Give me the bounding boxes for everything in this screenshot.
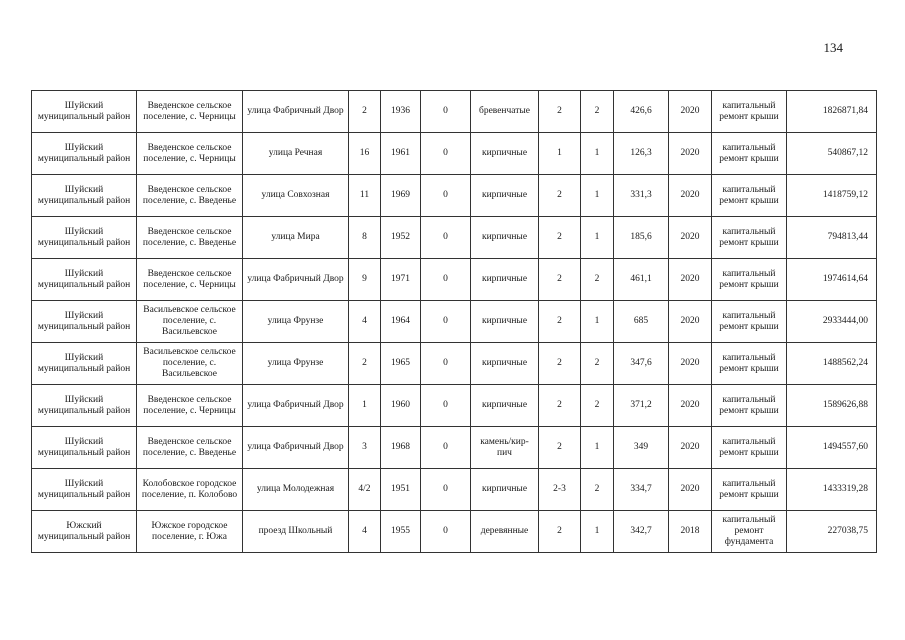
street-cell: улица Фабричный Двор [243,91,349,133]
house-number-cell: 1 [349,385,381,427]
cost-cell: 1418759,12 [787,175,877,217]
build-year-cell: 1951 [381,469,421,511]
table-body [32,91,877,553]
entrances-cell: 2 [581,91,614,133]
cost-cell: 1488562,24 [787,343,877,385]
street-cell: улица Фабричный Двор [243,259,349,301]
area-cell: 126,3 [614,133,669,175]
build-year-cell: 1936 [381,91,421,133]
entrances-cell: 2 [581,343,614,385]
entrances-cell: 1 [581,217,614,259]
entrances-cell: 2 [581,385,614,427]
settlement-cell: Васильевское сельское поселение, с. Васильевское [137,343,243,385]
zero-value-cell: 0 [421,133,471,175]
plan-year-cell: 2020 [669,427,712,469]
district-cell: Шуйский муниципальный район [32,469,137,511]
plan-year-cell: 2020 [669,343,712,385]
entrances-cell: 1 [581,301,614,343]
plan-year-cell: 2020 [669,133,712,175]
zero-value-cell: 0 [421,217,471,259]
table-row [32,175,877,217]
plan-year-cell: 2018 [669,511,712,553]
table-row [32,469,877,511]
table-row [32,133,877,175]
entrances-cell: 1 [581,427,614,469]
settlement-cell: Введенское сельское поселение, с. Черницы [137,133,243,175]
work-type-cell: капитальный ремонт крыши [712,385,787,427]
work-type-cell: капитальный ремонт крыши [712,259,787,301]
settlement-cell: Введенское сельское поселение, с. Введенье [137,427,243,469]
build-year-cell: 1971 [381,259,421,301]
wall-material-cell: бревенчатые [471,91,539,133]
settlement-cell: Введенское сельское поселение, с. Черницы [137,91,243,133]
floors-cell: 2 [539,511,581,553]
zero-value-cell: 0 [421,91,471,133]
area-cell: 334,7 [614,469,669,511]
wall-material-cell: кирпичные [471,217,539,259]
build-year-cell: 1952 [381,217,421,259]
entrances-cell: 1 [581,511,614,553]
table-row [32,343,877,385]
entrances-cell: 2 [581,469,614,511]
cost-cell: 540867,12 [787,133,877,175]
area-cell: 342,7 [614,511,669,553]
entrances-cell: 1 [581,133,614,175]
wall-material-cell: кирпичные [471,175,539,217]
area-cell: 685 [614,301,669,343]
cost-cell: 1589626,88 [787,385,877,427]
zero-value-cell: 0 [421,511,471,553]
plan-year-cell: 2020 [669,301,712,343]
street-cell: улица Фрунзе [243,301,349,343]
settlement-cell: Введенское сельское поселение, с. Черницы [137,259,243,301]
floors-cell: 2 [539,385,581,427]
table-row [32,217,877,259]
district-cell: Шуйский муниципальный район [32,217,137,259]
housing-repair-table [31,90,877,553]
floors-cell: 2 [539,175,581,217]
cost-cell: 1494557,60 [787,427,877,469]
settlement-cell: Васильевское сельское поселение, с. Васильевское [137,301,243,343]
zero-value-cell: 0 [421,427,471,469]
wall-material-cell: кирпичные [471,343,539,385]
plan-year-cell: 2020 [669,469,712,511]
zero-value-cell: 0 [421,385,471,427]
area-cell: 371,2 [614,385,669,427]
district-cell: Шуйский муниципальный район [32,175,137,217]
street-cell: проезд Школьный [243,511,349,553]
house-number-cell: 2 [349,343,381,385]
area-cell: 185,6 [614,217,669,259]
zero-value-cell: 0 [421,175,471,217]
settlement-cell: Введенское сельское поселение, с. Черницы [137,385,243,427]
cost-cell: 2933444,00 [787,301,877,343]
wall-material-cell: кирпичные [471,301,539,343]
house-number-cell: 4/2 [349,469,381,511]
district-cell: Шуйский муниципальный район [32,427,137,469]
build-year-cell: 1965 [381,343,421,385]
settlement-cell: Колобовское городское поселение, п. Колобово [137,469,243,511]
plan-year-cell: 2020 [669,259,712,301]
work-type-cell: капитальный ремонт крыши [712,91,787,133]
floors-cell: 2 [539,301,581,343]
cost-cell: 1826871,84 [787,91,877,133]
zero-value-cell: 0 [421,343,471,385]
area-cell: 331,3 [614,175,669,217]
house-number-cell: 16 [349,133,381,175]
settlement-cell: Южское городское поселение, г. Южа [137,511,243,553]
cost-cell: 794813,44 [787,217,877,259]
house-number-cell: 9 [349,259,381,301]
district-cell: Шуйский муниципальный район [32,259,137,301]
house-number-cell: 2 [349,91,381,133]
table-row [32,511,877,553]
house-number-cell: 8 [349,217,381,259]
zero-value-cell: 0 [421,469,471,511]
work-type-cell: капитальный ремонт крыши [712,133,787,175]
floors-cell: 1 [539,133,581,175]
work-type-cell: капитальный ремонт фундамента [712,511,787,553]
street-cell: улица Фрунзе [243,343,349,385]
street-cell: улица Мира [243,217,349,259]
wall-material-cell: кирпичные [471,133,539,175]
cost-cell: 227038,75 [787,511,877,553]
settlement-cell: Введенское сельское поселение, с. Введенье [137,217,243,259]
house-number-cell: 11 [349,175,381,217]
area-cell: 349 [614,427,669,469]
cost-cell: 1974614,64 [787,259,877,301]
floors-cell: 2 [539,427,581,469]
entrances-cell: 2 [581,259,614,301]
district-cell: Шуйский муниципальный район [32,343,137,385]
floors-cell: 2 [539,91,581,133]
table-row [32,259,877,301]
zero-value-cell: 0 [421,301,471,343]
street-cell: улица Фабричный Двор [243,427,349,469]
page-number: 134 [823,40,843,55]
plan-year-cell: 2020 [669,385,712,427]
build-year-cell: 1964 [381,301,421,343]
floors-cell: 2 [539,343,581,385]
work-type-cell: капитальный ремонт крыши [712,217,787,259]
plan-year-cell: 2020 [669,175,712,217]
wall-material-cell: кирпичные [471,385,539,427]
street-cell: улица Совхозная [243,175,349,217]
settlement-cell: Введенское сельское поселение, с. Введенье [137,175,243,217]
district-cell: Южский муниципальный район [32,511,137,553]
floors-cell: 2-3 [539,469,581,511]
cost-cell: 1433319,28 [787,469,877,511]
area-cell: 461,1 [614,259,669,301]
table-row [32,91,877,133]
wall-material-cell: кирпичные [471,259,539,301]
floors-cell: 2 [539,217,581,259]
plan-year-cell: 2020 [669,217,712,259]
build-year-cell: 1969 [381,175,421,217]
district-cell: Шуйский муниципальный район [32,91,137,133]
district-cell: Шуйский муниципальный район [32,385,137,427]
table-row [32,385,877,427]
area-cell: 426,6 [614,91,669,133]
work-type-cell: капитальный ремонт крыши [712,427,787,469]
wall-material-cell: камень/кир-пич [471,427,539,469]
house-number-cell: 3 [349,427,381,469]
build-year-cell: 1960 [381,385,421,427]
street-cell: улица Молодежная [243,469,349,511]
house-number-cell: 4 [349,511,381,553]
street-cell: улица Речная [243,133,349,175]
floors-cell: 2 [539,259,581,301]
build-year-cell: 1968 [381,427,421,469]
table-row [32,301,877,343]
work-type-cell: капитальный ремонт крыши [712,469,787,511]
zero-value-cell: 0 [421,259,471,301]
wall-material-cell: кирпичные [471,469,539,511]
build-year-cell: 1955 [381,511,421,553]
area-cell: 347,6 [614,343,669,385]
work-type-cell: капитальный ремонт крыши [712,301,787,343]
build-year-cell: 1961 [381,133,421,175]
table-row [32,427,877,469]
work-type-cell: капитальный ремонт крыши [712,175,787,217]
district-cell: Шуйский муниципальный район [32,301,137,343]
wall-material-cell: деревянные [471,511,539,553]
street-cell: улица Фабричный Двор [243,385,349,427]
plan-year-cell: 2020 [669,91,712,133]
house-number-cell: 4 [349,301,381,343]
district-cell: Шуйский муниципальный район [32,133,137,175]
work-type-cell: капитальный ремонт крыши [712,343,787,385]
entrances-cell: 1 [581,175,614,217]
